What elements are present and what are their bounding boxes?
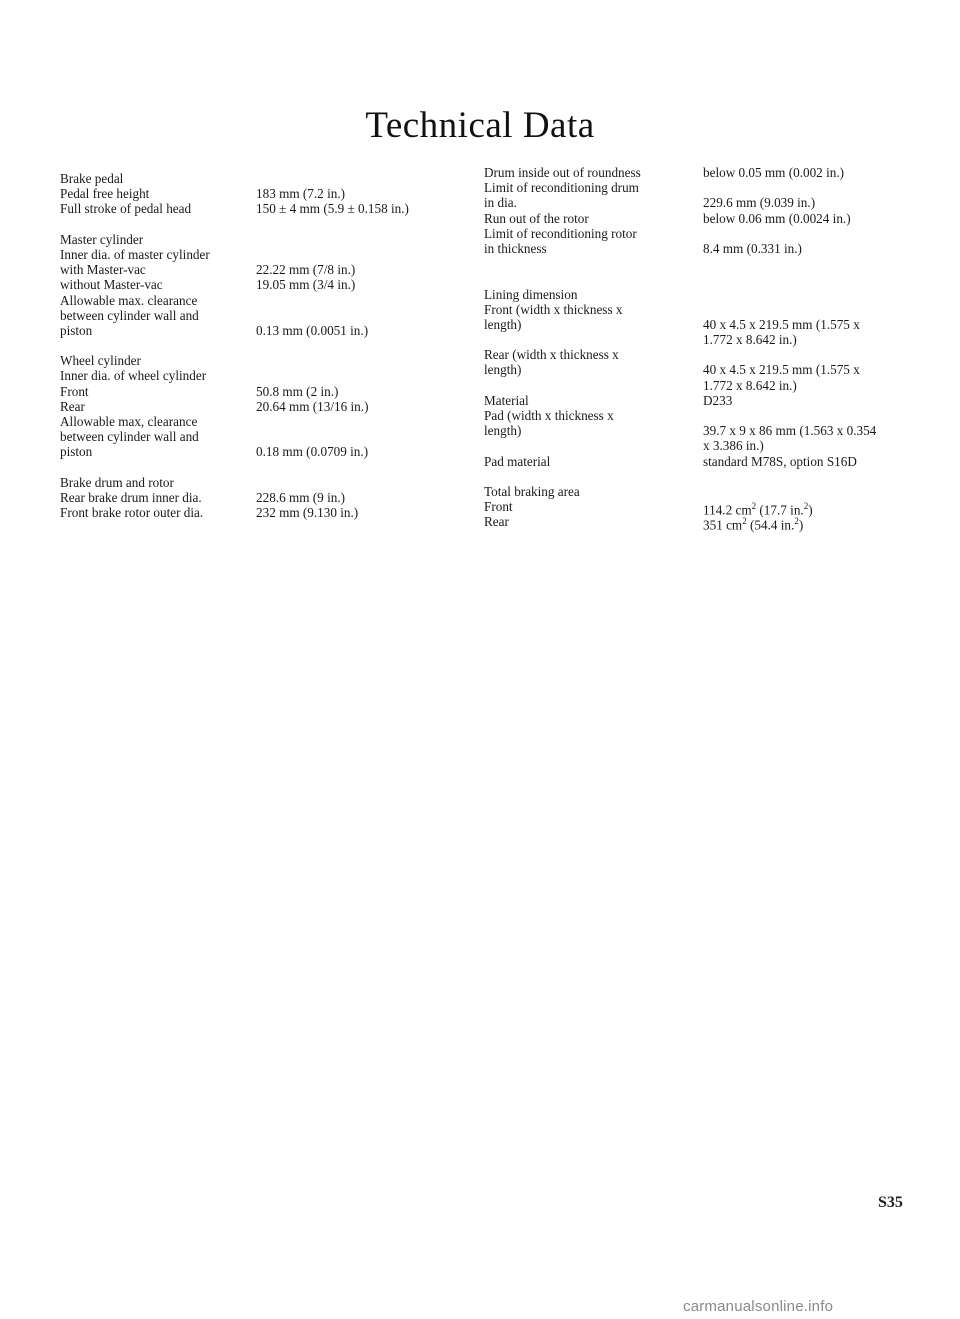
col4-line bbox=[703, 484, 876, 499]
brake-specs-labels-left bbox=[60, 171, 210, 520]
col3-line: Rear bbox=[484, 514, 509, 530]
col1-line: with Master-vac bbox=[60, 262, 146, 278]
brake-specs-labels-right bbox=[484, 165, 641, 530]
col1-line: between cylinder wall and bbox=[60, 429, 199, 445]
col1-line: Full stroke of pedal head bbox=[60, 201, 192, 217]
col1-line: Rear bbox=[60, 398, 85, 414]
col1-line: Allowable max. clearance bbox=[60, 292, 198, 308]
col2-line bbox=[256, 308, 409, 323]
col2-line: 183 mm (7.2 in.) bbox=[256, 186, 346, 202]
col2-line: 20.64 mm (13/16 in.) bbox=[256, 398, 369, 414]
page-title: Technical Data bbox=[365, 105, 595, 146]
col4-line: 351 $cm^2$ (54.4 in.$^2$) bbox=[703, 516, 804, 533]
col4-line bbox=[703, 347, 876, 362]
col4-line: below 0.06 mm (0.0024 in.) bbox=[703, 210, 851, 226]
col2-line bbox=[256, 460, 409, 475]
col4-line bbox=[703, 271, 876, 286]
col4-line: 40 x 4.5 x 219.5 mm (1.575 x bbox=[703, 316, 860, 332]
col1-line: Brake pedal bbox=[60, 171, 124, 186]
col1-line: piston bbox=[60, 322, 93, 338]
col1-line: Front brake rotor outer dia. bbox=[60, 505, 204, 521]
col4-line: 1.772 x 8.642 in.) bbox=[703, 377, 797, 393]
col3-line bbox=[484, 271, 641, 286]
col2-line: 19.05 mm (3/4 in.) bbox=[256, 277, 356, 293]
col1-line: Inner dia. of wheel cylinder bbox=[60, 368, 207, 384]
col3-line bbox=[484, 378, 641, 393]
col4-line bbox=[703, 408, 876, 423]
col4-line: 1.772 x 8.642 in.) bbox=[703, 332, 797, 348]
col4-line: standard M78S, option S16D bbox=[703, 453, 857, 469]
col1-line: piston bbox=[60, 444, 93, 460]
col2-line: 0.18 mm (0.0709 in.) bbox=[256, 444, 369, 460]
col3-line: Limit of reconditioning rotor bbox=[484, 225, 637, 241]
brake-specs-values-right bbox=[703, 165, 877, 533]
col4-line bbox=[703, 180, 876, 195]
col4-line bbox=[703, 256, 876, 271]
brake-specs-values-left bbox=[256, 171, 409, 520]
col4-line: D233 bbox=[703, 392, 733, 408]
col4-line: 114.2 $cm^2$ (17.7 in.$^2$) bbox=[703, 501, 813, 518]
col4-line: 229.6 mm (9.039 in.) bbox=[703, 195, 816, 211]
col1-line: without Master-vac bbox=[60, 277, 163, 293]
col1-line: Master cylinder bbox=[60, 231, 144, 247]
col3-line: length) bbox=[484, 362, 522, 378]
col2-line bbox=[256, 293, 409, 308]
col3-line: Run out of the rotor bbox=[484, 210, 589, 226]
col2-line bbox=[256, 217, 409, 232]
col3-line: Lining dimension bbox=[484, 286, 578, 302]
col3-line: in thickness bbox=[484, 240, 547, 256]
col2-line bbox=[256, 429, 409, 444]
col2-line bbox=[256, 247, 409, 262]
col3-line: Front (width x thickness x bbox=[484, 301, 623, 317]
col2-line bbox=[256, 475, 409, 490]
col1-line: Brake drum and rotor bbox=[60, 474, 174, 490]
col3-line bbox=[484, 332, 641, 347]
col4-line: 39.7 x 9 x 86 mm (1.563 x 0.354 bbox=[703, 423, 877, 439]
col3-line: Pad (width x thickness x bbox=[484, 408, 614, 423]
col2-line: 0.13 mm (0.0051 in.) bbox=[256, 322, 369, 338]
col4-line: 40 x 4.5 x 219.5 mm (1.575 x bbox=[703, 362, 860, 378]
col2-line bbox=[256, 171, 409, 186]
col3-line: length) bbox=[484, 423, 522, 439]
col4-line: below 0.05 mm (0.002 in.) bbox=[703, 165, 845, 180]
col2-line: 228.6 mm (9 in.) bbox=[256, 489, 346, 505]
col4-line bbox=[703, 226, 876, 241]
col2-line bbox=[256, 414, 409, 429]
col2-line bbox=[256, 338, 409, 353]
col3-line: Total braking area bbox=[484, 483, 580, 499]
col2-line: 50.8 mm (2 in.) bbox=[256, 383, 339, 399]
col4-line: x 3.386 in.) bbox=[703, 438, 764, 454]
col3-line: Drum inside out of roundness bbox=[484, 165, 641, 180]
col2-line bbox=[256, 353, 409, 368]
col3-line: Pad material bbox=[484, 453, 551, 469]
site-watermark: carmanualsonline.info bbox=[683, 1298, 834, 1315]
col1-line bbox=[60, 460, 210, 475]
col4-line bbox=[703, 287, 876, 302]
col1-line: Wheel cylinder bbox=[60, 353, 141, 369]
col2-line bbox=[256, 368, 409, 383]
col1-line: Pedal free height bbox=[60, 186, 150, 202]
col3-line: Limit of reconditioning drum bbox=[484, 180, 639, 196]
col3-line: Rear (width x thickness x bbox=[484, 347, 619, 363]
col3-line bbox=[484, 438, 641, 453]
col1-line: Front bbox=[60, 383, 89, 399]
col1-line: Allowable max, clearance bbox=[60, 414, 198, 429]
col4-line bbox=[703, 469, 876, 484]
col4-line bbox=[703, 302, 876, 317]
col1-line bbox=[60, 217, 210, 232]
col2-line: 150 ± 4 mm (5.9 ± 0.158 in.) bbox=[256, 201, 409, 217]
page-number: S35 bbox=[878, 1194, 903, 1211]
col2-line bbox=[256, 232, 409, 247]
col3-line: Material bbox=[484, 392, 529, 408]
col3-line: length) bbox=[484, 316, 522, 332]
col3-line: in dia. bbox=[484, 195, 517, 211]
col1-line bbox=[60, 338, 210, 353]
col4-line: 8.4 mm (0.331 in.) bbox=[703, 240, 802, 256]
col1-line: between cylinder wall and bbox=[60, 307, 199, 323]
col1-line: Inner dia. of master cylinder bbox=[60, 246, 210, 262]
col2-line: 22.22 mm (7/8 in.) bbox=[256, 262, 356, 278]
col3-line bbox=[484, 469, 641, 484]
col1-line: Rear brake drum inner dia. bbox=[60, 489, 202, 505]
col3-line bbox=[484, 256, 641, 271]
col3-line: Front bbox=[484, 499, 513, 515]
col2-line: 232 mm (9.130 in.) bbox=[256, 505, 359, 521]
